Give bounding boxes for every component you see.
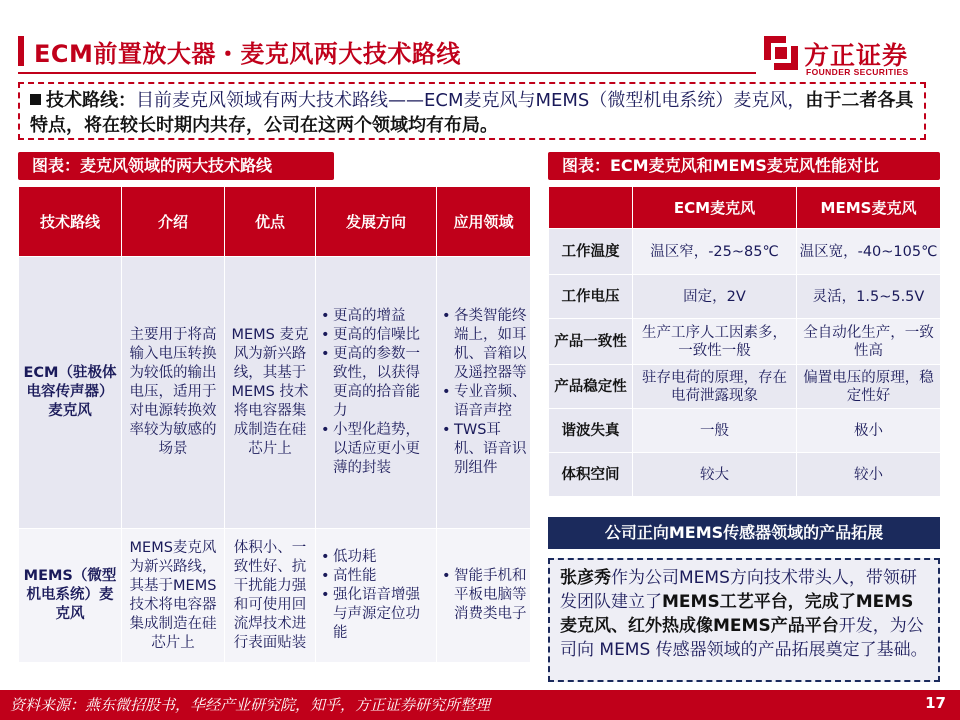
mems-value: 偏置电压的原理，稳定性好	[797, 365, 941, 409]
desc-text: 作为公司MEMS方向技术带头人，带领研发团队建立了	[560, 568, 917, 612]
row-label: 产品稳定性	[549, 365, 633, 409]
row-label: 工作电压	[549, 275, 633, 319]
mems-value: 灵活，1.5~5.5V	[797, 275, 941, 319]
table-row	[549, 365, 941, 409]
desc-text: 开发，为公司向 MEMS 传感器领域的产品拓展奠定了基础。	[560, 616, 928, 660]
list-item: • 低功耗	[319, 548, 433, 567]
route-intro: 主要用于将高输入电压转换为较低的输出电压，适用于对电源转换效率较为敏感的场景	[122, 257, 225, 529]
list-item: • 专业音频、语音声控	[440, 383, 527, 421]
column-header	[549, 187, 633, 229]
logo-text-en: FOUNDER SECURITIES	[806, 67, 909, 77]
table-row	[549, 229, 941, 275]
mems-value: 较小	[797, 453, 941, 497]
route-advantage: 体积小、一致性好、抗干扰能力强和可使用回流焊技术进行表面贴装	[225, 529, 316, 663]
intro-highlight: 由于二者各具特点，将在较长时期内共存，公司在这两个领域均有布局。	[30, 90, 914, 136]
company-logo	[764, 34, 944, 80]
list-item: • 更高的参数一致性，以获得更高的拾音能力	[319, 345, 433, 421]
ecm-value: 驻存电荷的原理，存在电荷泄露现象	[633, 365, 797, 409]
table-row	[549, 275, 941, 319]
intro-text: 目前麦克风领域有两大技术路线——ECM麦克风与MEMS（微型机电系统）麦克风，	[136, 90, 806, 111]
route-advantage: MEMS 麦克风为新兴路线，其基于 MEMS 技术将电容器集成制造在硅芯片上	[225, 257, 316, 529]
column-header: MEMS麦克风	[797, 187, 941, 229]
desc-highlight: MEMS工艺平台，完成了MEMS麦克风、红外热成像MEMS产品平台	[560, 592, 914, 636]
column-header: 应用领域	[437, 187, 531, 257]
ecm-value: 生产工序人工因素多，一致性一般	[633, 319, 797, 365]
route-name-mems: MEMS（微型机电系统）麦克风	[19, 529, 122, 663]
intro-label: 技术路线：	[46, 90, 136, 111]
row-label: 体积空间	[549, 453, 633, 497]
right-section-title: 图表：ECM麦克风和MEMS麦克风性能对比	[548, 152, 940, 180]
list-item: • 更高的增益	[319, 307, 433, 326]
row-label: 产品一致性	[549, 319, 633, 365]
route-direction	[316, 257, 437, 529]
table-row	[19, 529, 531, 663]
mems-value: 极小	[797, 409, 941, 453]
ecm-value: 固定，2V	[633, 275, 797, 319]
table-header-row	[19, 187, 531, 257]
intro-box	[18, 82, 926, 140]
founder-logo-icon	[764, 36, 798, 70]
logo-text-cn: 方正证券	[804, 41, 909, 70]
performance-compare-table	[548, 186, 941, 497]
page-number: 17	[925, 694, 946, 712]
column-header: 发展方向	[316, 187, 437, 257]
title-accent-bar	[18, 36, 24, 66]
list-item: • 智能手机和平板电脑等消费类电子	[440, 567, 527, 624]
table-row	[19, 257, 531, 529]
route-application	[437, 529, 531, 663]
column-header: 技术路线	[19, 187, 122, 257]
source-note: 资料来源：燕东微招股书，华经产业研究院，知乎，方正证券研究所整理	[10, 696, 491, 714]
ecm-value: 温区窄，-25~85℃	[633, 229, 797, 275]
mems-description-box	[548, 558, 940, 682]
column-header: 优点	[225, 187, 316, 257]
list-item: • 高性能	[319, 567, 433, 586]
mems-value: 全自动化生产，一致性高	[797, 319, 941, 365]
mems-section-title: 公司正向MEMS传感器领域的产品拓展	[548, 517, 940, 549]
table-row	[549, 409, 941, 453]
column-header: ECM麦克风	[633, 187, 797, 229]
list-item: • 更高的信噪比	[319, 326, 433, 345]
tech-route-table	[18, 186, 531, 663]
table-row	[549, 319, 941, 365]
list-item: • 强化语音增强与声源定位功能	[319, 586, 433, 643]
table-row	[549, 453, 941, 497]
list-item: • 各类智能终端上，如耳机、音箱以及遥控器等	[440, 307, 527, 383]
row-label: 谐波失真	[549, 409, 633, 453]
route-name-ecm: ECM（驻极体电容传声器）麦克风	[19, 257, 122, 529]
column-header: 介绍	[122, 187, 225, 257]
list-item: • 小型化趋势，以适应更小更薄的封装	[319, 421, 433, 478]
mems-value: 温区宽，-40~105℃	[797, 229, 941, 275]
row-label: 工作温度	[549, 229, 633, 275]
ecm-value: 较大	[633, 453, 797, 497]
route-intro: MEMS麦克风为新兴路线，其基于MEMS技术将电容器集成制造在硅芯片上	[122, 529, 225, 663]
person-name: 张彦秀	[560, 568, 611, 588]
page-title: ECM前置放大器・麦克风两大技术路线	[34, 40, 461, 68]
list-item: • TWS耳机、语音识别组件	[440, 421, 527, 478]
table-header-row	[549, 187, 941, 229]
square-bullet-icon	[30, 94, 41, 105]
left-section-title: 图表：麦克风领域的两大技术路线	[18, 152, 334, 180]
footer-bar	[0, 690, 960, 720]
title-divider	[18, 72, 756, 74]
route-application	[437, 257, 531, 529]
ecm-value: 一般	[633, 409, 797, 453]
route-direction	[316, 529, 437, 663]
